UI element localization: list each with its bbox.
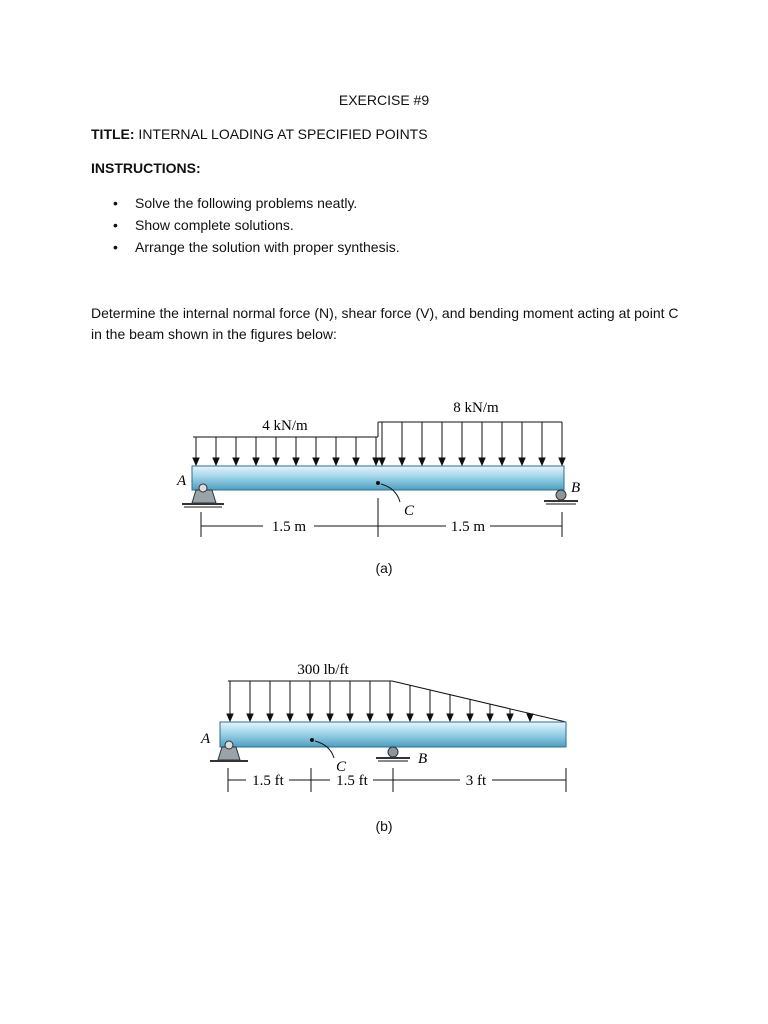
load-arrowhead [227,714,233,721]
label-b-fig-a: B [571,480,581,496]
load-arrowhead [499,458,505,465]
load-arrowhead [193,458,199,465]
load-arrowhead [439,458,445,465]
instructions-heading: INSTRUCTIONS: [91,160,201,176]
load-arrowhead [527,714,533,721]
dimension-line-a [201,498,562,537]
problem-statement: Determine the internal normal force (N), shear force (V), and bending moment acting at point C in the beam shown in the figures below: [91,305,679,342]
load-arrowhead [247,714,253,721]
beam-b [220,722,566,747]
beam-a [192,466,564,490]
load-arrowhead [233,458,239,465]
load-arrowhead [539,458,545,465]
load-arrowhead [347,714,353,721]
label-a-fig-a: A [177,473,187,489]
load-arrowhead [267,714,273,721]
label-c-fig-b: C [336,759,347,775]
exercise-heading: EXERCISE #9 [338,92,430,108]
figure-b-caption: (b) [375,818,393,834]
figure-a-caption: (a) [375,560,393,576]
label-b-fig-b: B [418,751,428,767]
instruction-item: • Show complete solutions. [91,215,400,237]
roller-support-b-b [376,747,410,761]
load-arrowhead [353,458,359,465]
load-label-right-a: 8 kN/m [453,400,499,416]
title-text: INTERNAL LOADING AT SPECIFIED POINTS [134,126,428,142]
title-line [91,126,428,142]
dimension-left-a: 1.5 m [271,519,307,535]
dimension-1-b: 1.5 ft [252,773,284,789]
label-a-fig-b: A [201,731,211,747]
load-arrowhead [287,714,293,721]
title-label: TITLE: [91,126,135,142]
load-arrowhead [213,458,219,465]
load-arrowhead [293,458,299,465]
dimension-right-a: 1.5 m [450,519,486,535]
load-arrows-b [227,681,533,721]
load-arrowhead [253,458,259,465]
load-arrowhead [313,458,319,465]
dimension-2-b: 1.5 ft [336,773,368,789]
label-c-fig-a: C [404,503,415,519]
dimension-3-b: 3 ft [465,773,487,789]
load-label-b: 300 lb/ft [297,662,349,678]
load-arrowhead [273,458,279,465]
load-arrowhead [447,714,453,721]
instruction-item: • Solve the following problems neatly. [91,193,400,215]
load-arrowhead [459,458,465,465]
load-arrowhead [373,458,379,465]
load-arrowhead [467,714,473,721]
load-arrowhead [367,714,373,721]
load-arrowhead [387,714,393,721]
load-arrowhead [327,714,333,721]
load-arrowhead [479,458,485,465]
load-arrowhead [427,714,433,721]
load-arrowhead [399,458,405,465]
load-arrowhead [487,714,493,721]
load-arrowhead [419,458,425,465]
load-arrowhead [519,458,525,465]
load-arrowhead [507,714,513,721]
instructions-list [91,193,400,259]
load-label-left-a: 4 kN/m [262,418,308,434]
figure-a-diagram [0,390,768,550]
load-arrowhead [407,714,413,721]
load-arrowhead [333,458,339,465]
figure-b-diagram [0,650,768,800]
load-arrowhead [379,458,385,465]
load-arrows-a [193,422,565,465]
instruction-item: • Arrange the solution with proper synthesis. [91,237,400,259]
load-arrowhead [559,458,565,465]
load-arrowhead [307,714,313,721]
distributed-load-b [228,681,566,722]
distributed-load-left [193,422,562,437]
